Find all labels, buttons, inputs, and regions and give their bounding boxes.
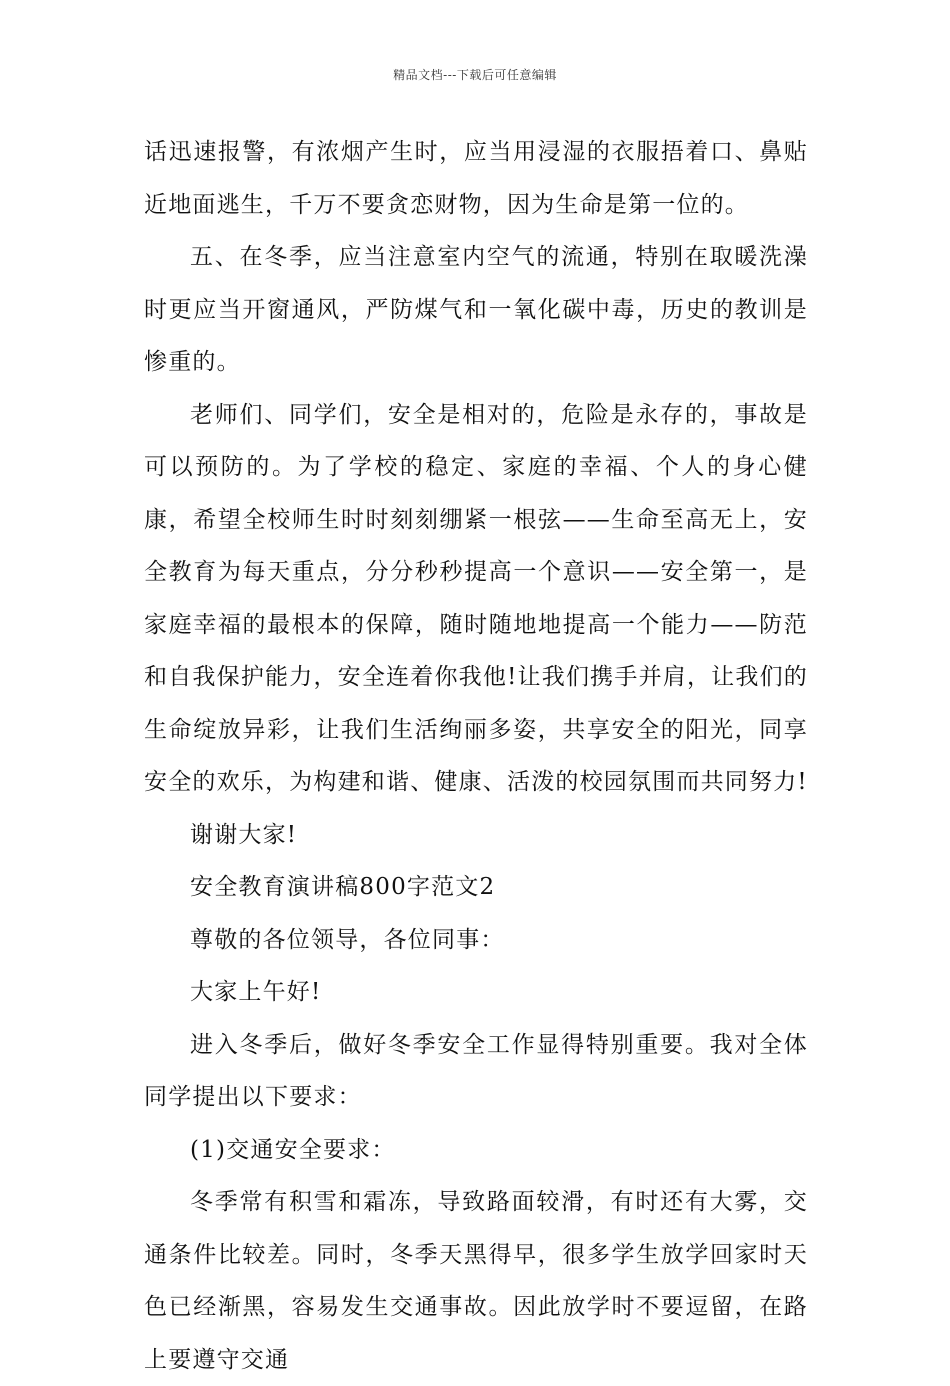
closing-thanks: 谢谢大家! (190, 821, 298, 848)
salutation: 尊敬的各位领导，各位同事： (190, 926, 505, 953)
subheading: (1)交通安全要求： (190, 1136, 396, 1163)
paragraph: 话迅速报警，有浓烟产生时，应当用浸湿的衣服捂着口、鼻贴近地面逃生，千万不要贪恋财物，因为生命是第一位的。 (144, 139, 808, 218)
paragraph: 进入冬季后，做好冬季安全工作显得特别重要。我对全体同学提出以下要求： (144, 1031, 808, 1110)
page-header: 精品文档---下载后可任意编辑 (393, 68, 557, 82)
greeting: 大家上午好! (190, 979, 322, 1005)
paragraph: 老师们、同学们，安全是相对的，危险是永存的，事故是可以预防的。为了学校的稳定、家庭的幸福、个人的身心健康，希望全校师生时时刻刻绷紧一根弦——生命至高无上，安全教育为每天重点，分分秒秒提高一个意识——安全第一，是家庭幸福的最根本的保障，随时随地地提高一个能力——防范和自我保护能力，安全连着你我他!让我们携手并肩，让我们的生命绽放异彩，让我们生活绚丽多姿，共享安全的阳光，同享安全的欢乐，为构建和谐、健康、活泼的校园氛围而共同努力! (144, 401, 808, 795)
document-body (144, 126, 808, 1386)
paragraph: 冬季常有积雪和霜冻，导致路面较滑，有时还有大雾，交通条件比较差。同时，冬季天黑得早，很多学生放学回家时天色已经渐黑，容易发生交通事故。因此放学时不要逗留，在路上要遵守交通 (144, 1189, 808, 1373)
section-title: 安全教育演讲稿800字范文2 (190, 874, 496, 900)
paragraph: 五、在冬季，应当注意室内空气的流通，特别在取暖洗澡时更应当开窗通风，严防煤气和一氧化碳中毒，历史的教训是惨重的。 (144, 244, 808, 375)
